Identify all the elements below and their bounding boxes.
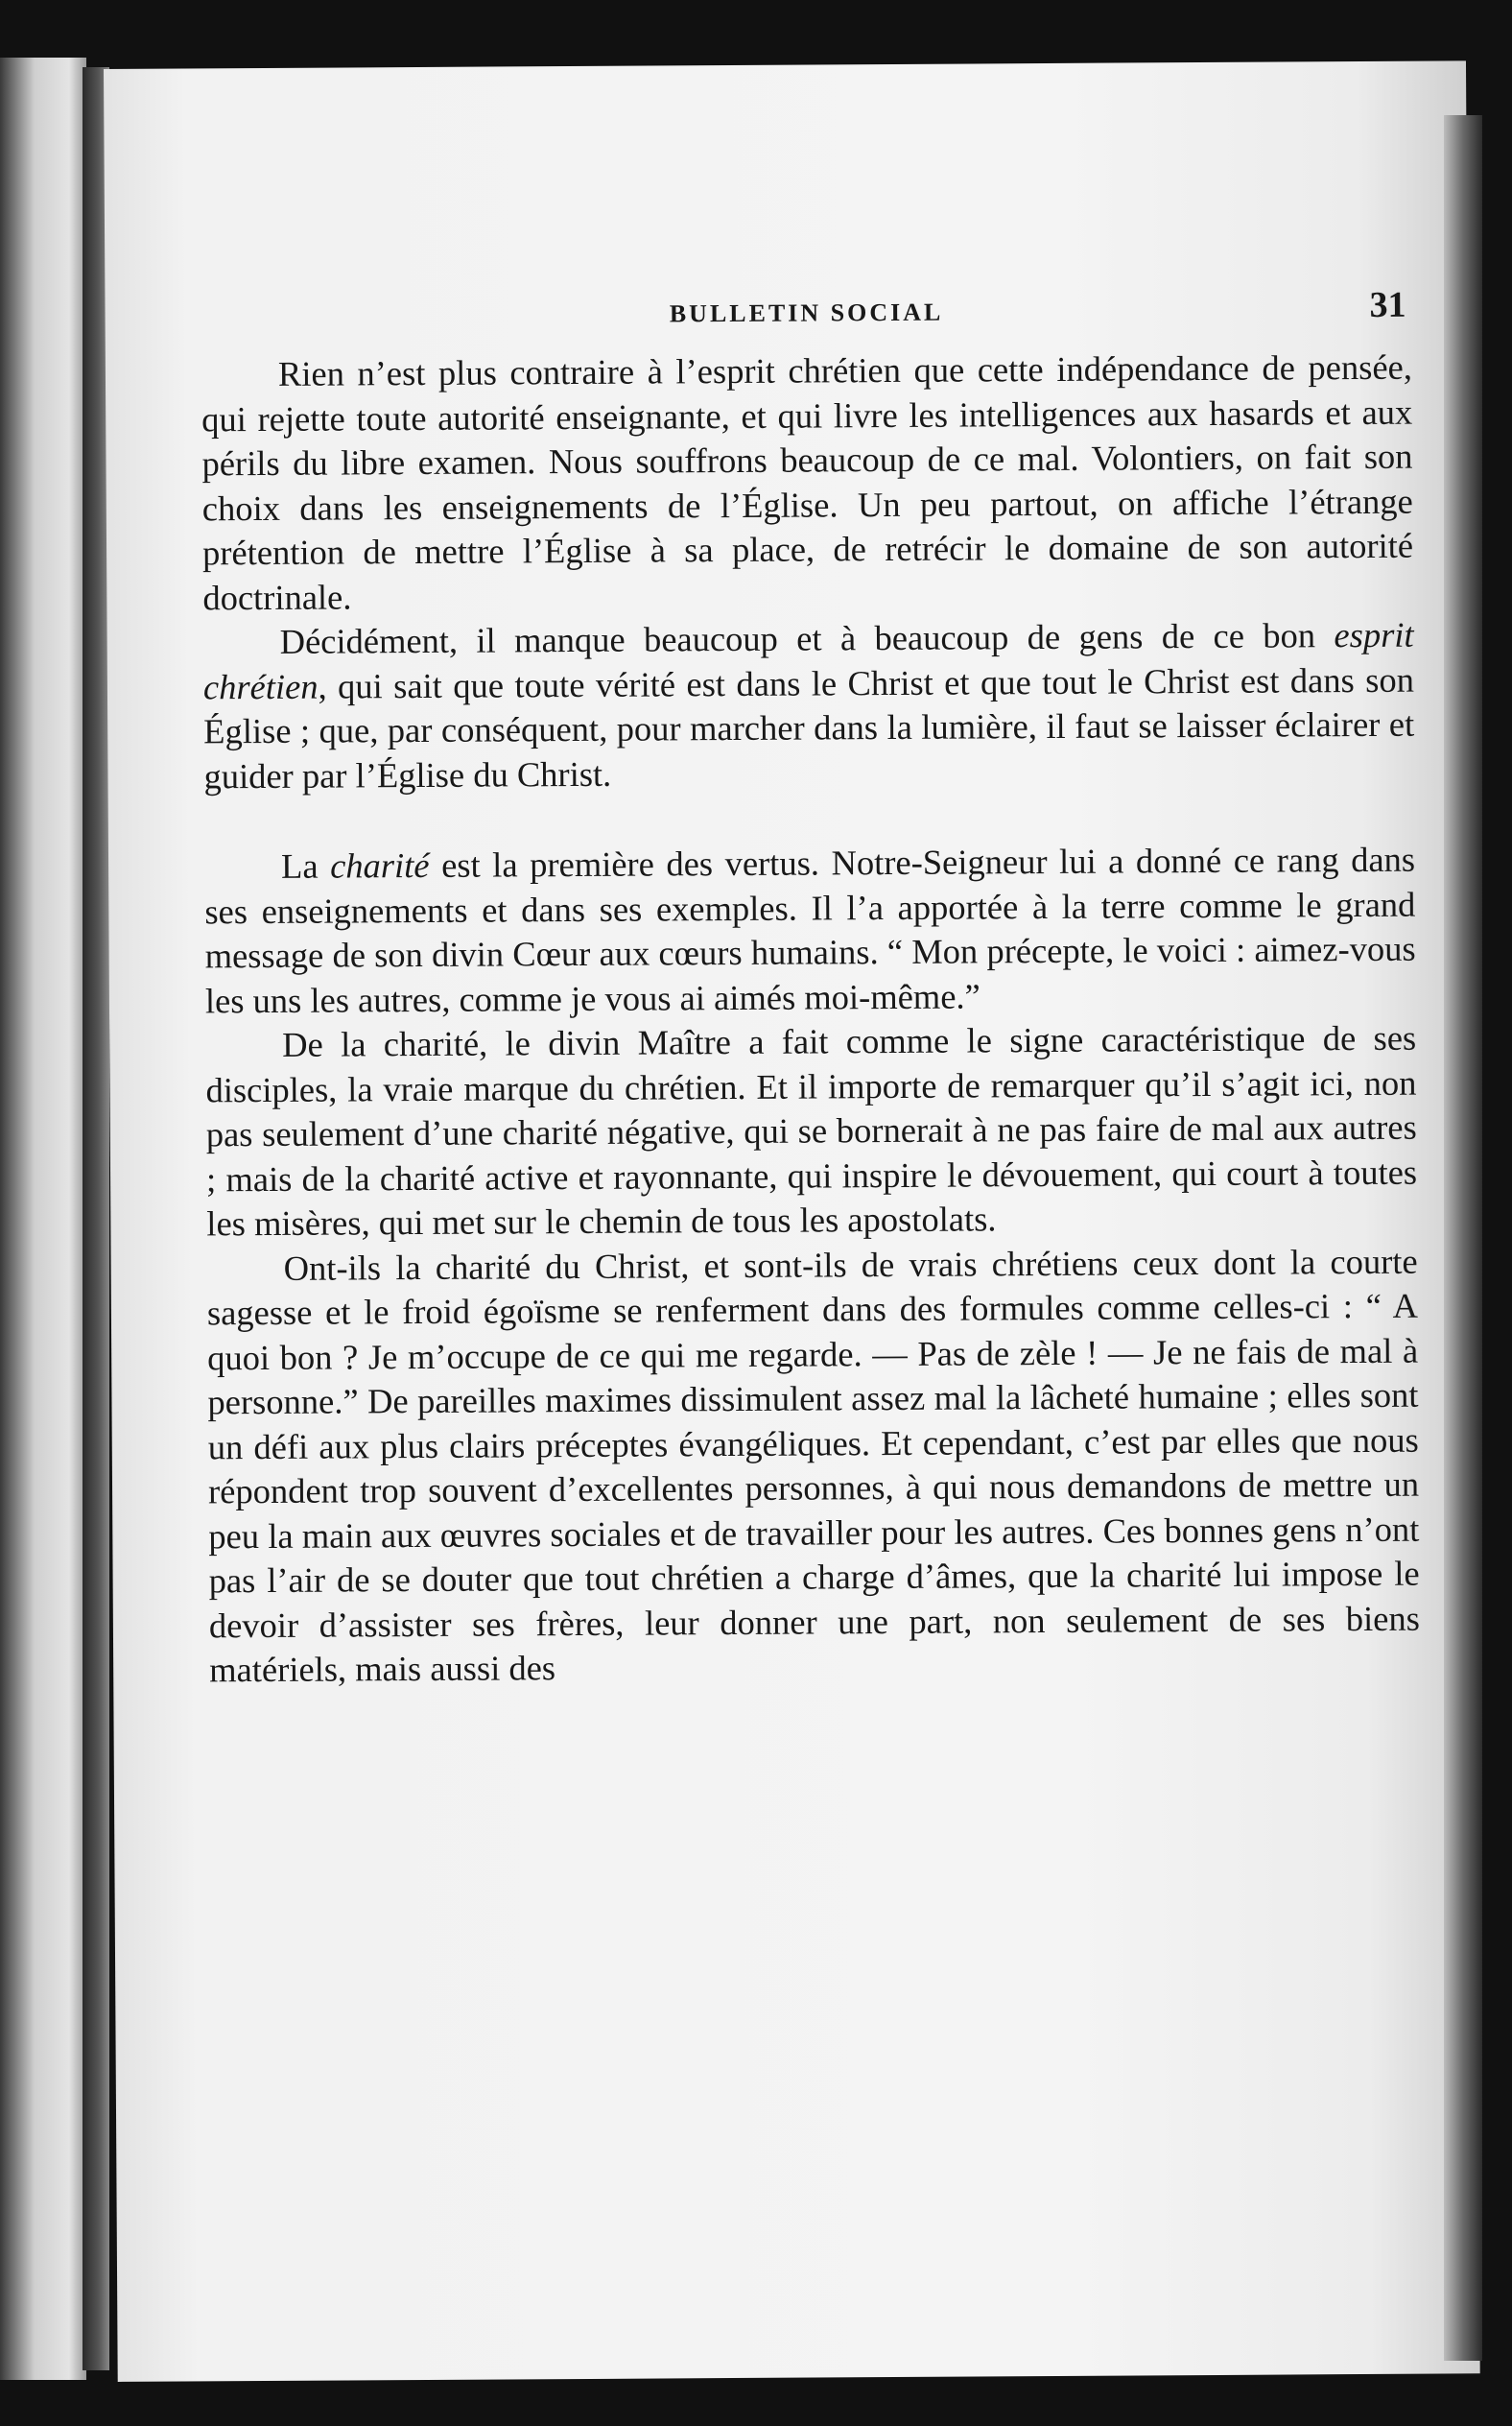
text-block [201,282,1420,1693]
paragraph-text: , qui sait que toute vérité est dans le Christ et que tout le Christ est dans son Église ; que, par conséquent, pour marcher dans la lumière, il faut se laisser éclairer et guider par l’Église du Christ. [203,659,1415,796]
paragraph-text: La [280,845,331,886]
book-page [104,60,1480,2382]
section-break [204,792,1415,845]
paragraph [203,613,1415,799]
italic-phrase: charité [330,844,430,886]
page-right-edge [1444,115,1482,2361]
paragraph-text: Décidément, il manque beaucoup et à beaucoup de gens de ce bon [279,615,1335,661]
paragraph [204,838,1416,1024]
paragraph-text: est la première des vertus. Notre-Seigneur lui a donné ce rang dans ses enseignements et dans ses exemples. Il l’a apportée à la terre comme le grand message de son divin Cœur aux cœurs humains. “ Mon précepte, le voici : aimez-vous les uns les autres, comme je vous ai aimés moi-même.” [204,839,1416,1020]
italic-phrase: esprit chrétien [202,614,1414,706]
paragraph: De la charité, le divin Maître a fait comme le signe caractéristique de ses disciples, la vraie marque du chrétien. Et il importe de remarquer qu’il s’agit ici, non pas seulement d’une charité négative, qui se bornerait à ne pas faire de mal aux autres ; mais de la charité active et rayonnante, qui inspire le dévouement, qui court à toutes les misères, qui met sur le chemin de tous les apostolats. [205,1017,1418,1244]
running-title: BULLETIN SOCIAL [669,297,944,328]
previous-page-edge [0,58,86,2380]
paragraph: Ont-ils la charité du Christ, et sont-ils de vrais chrétiens ceux dont la courte sagesse et le froid égoïsme se renferment dans des formules comme celles-ci : “ A quoi bon ? Je m’occupe de ce qui me regarde. — Pas de zèle ! — Je ne fais de mal à personne.” De pareilles maximes dissimulent assez mal la lâcheté humaine ; elles sont un défi aux plus clairs préceptes évangéliques. Et cependant, c’est par elles que nous répondent trop souvent d’excellentes personnes, à qui nous demandons de mettre un peu la main aux œuvres sociales et de travailler pour les autres. Ces bonnes gens n’ont pas l’air de se douter que tout chrétien a charge d’âmes, que la charité lui impose le devoir d’assister ses frères, leur donner une part, non seulement de ses biens matériels, mais aussi des [206,1241,1421,1690]
paragraph: Rien n’est plus contraire à l’esprit chrétien que cette indépendance de pensée, qui rejette toute autorité enseignante, et qui livre les intelligences aux hasards et aux périls du libre examen. Nous souffrons beaucoup de ce mal. Volontiers, on fait son choix dans les enseignements de l’Église. Un peu partout, on affiche l’étrange prétention de mettre l’Église à sa place, de retrécir le domaine de son autorité doctrinale. [201,346,1414,617]
running-head [201,282,1411,347]
page-number: 31 [1369,284,1406,325]
